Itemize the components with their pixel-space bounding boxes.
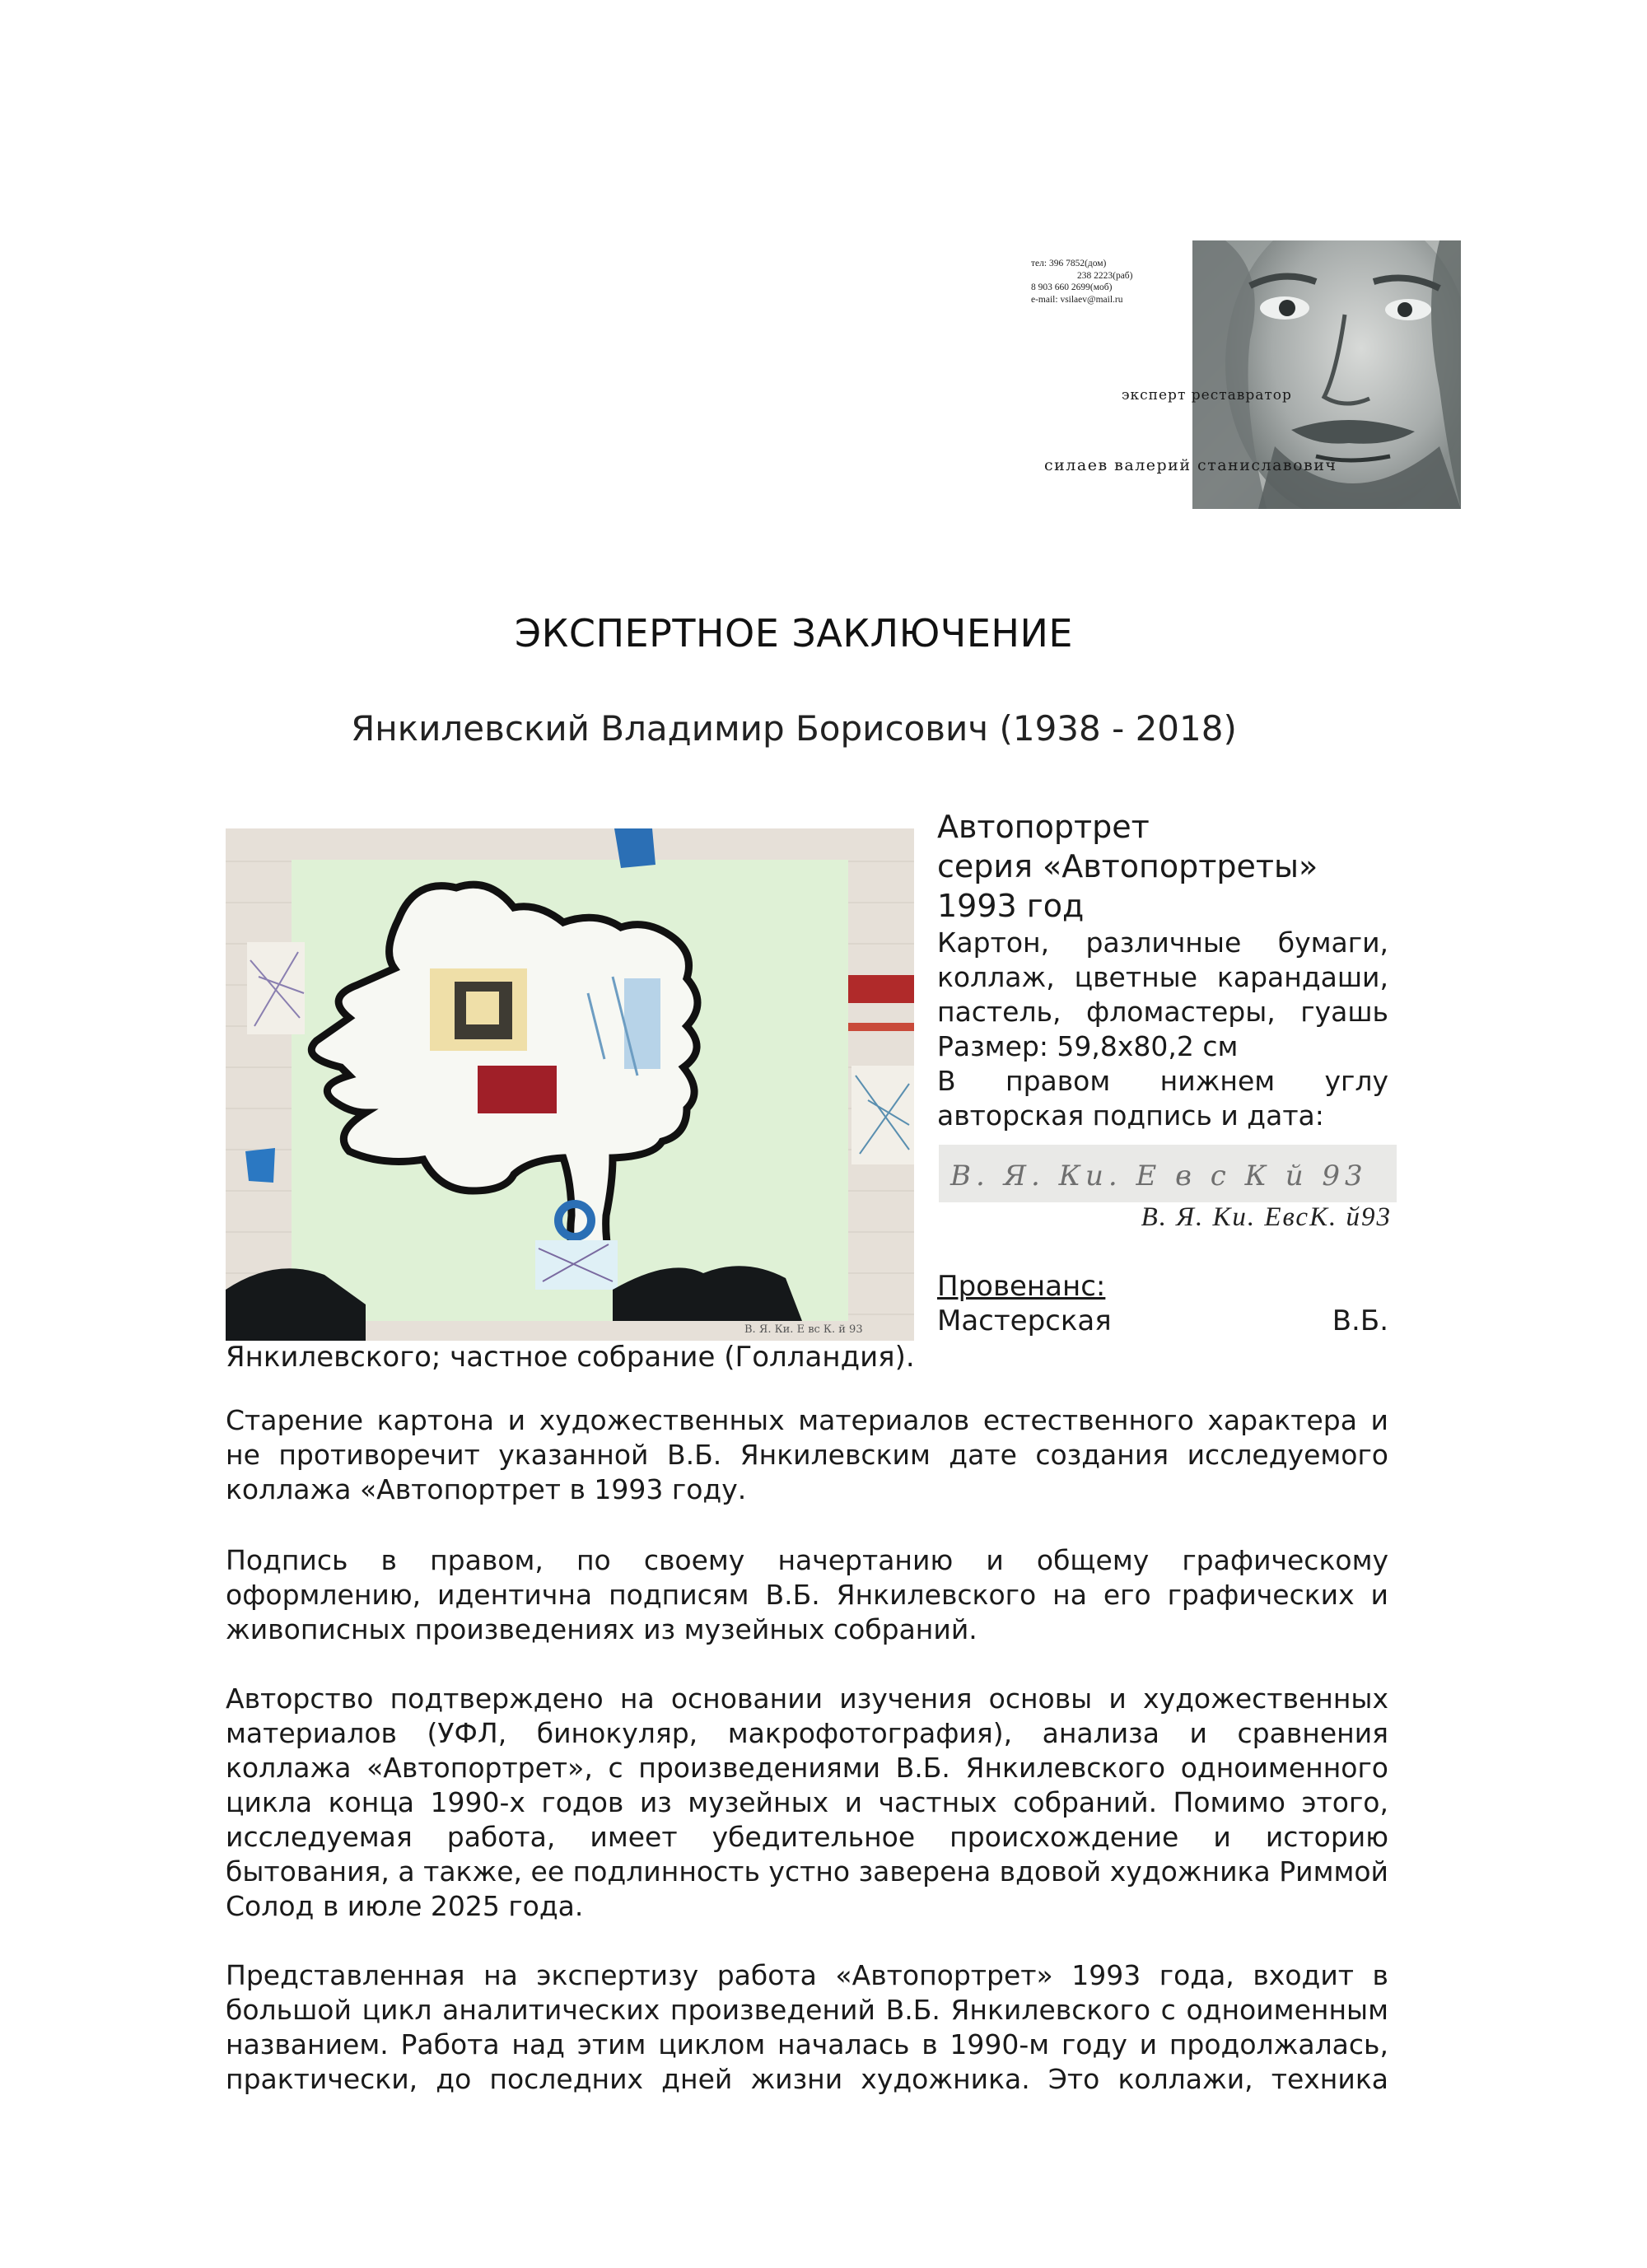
artwork-info — [937, 807, 1388, 1133]
artist-heading: Янкилевский Владимир Борисович (1938 - 2018) — [351, 708, 1237, 749]
paragraph-line: коллажа «Автопортрет в 1993 году. — [226, 1473, 747, 1505]
document-title: ЭКСПЕРТНОЕ ЗАКЛЮЧЕНИЕ — [515, 611, 1073, 656]
body-paragraph — [226, 1403, 1388, 1507]
body-paragraph — [226, 1543, 1388, 1647]
paragraph-line: цикла конца 1990-х годов из музейных и частных собраний. Помимо этого, — [226, 1786, 1388, 1818]
contact-block — [1031, 258, 1204, 306]
artwork-medium-line: Картон, различные бумаги, — [937, 926, 1388, 959]
signature-scan — [939, 1145, 1397, 1202]
paragraph-line: живописных произведениях из музейных собраний. — [226, 1613, 977, 1645]
paragraph-line: оформлению, идентична подписям В.Б. Янкилевского на его графических и — [226, 1579, 1388, 1611]
contact-phone-mobile: 8 903 660 2699(моб) — [1031, 282, 1113, 292]
provenance-line-right: В.Б. — [1332, 1304, 1388, 1337]
body-paragraph — [226, 1958, 1388, 2097]
paragraph-line: исследуемая работа, имеет убедительное происхождение и историю — [226, 1821, 1388, 1853]
signature-note-line: авторская подпись и дата: — [937, 1099, 1324, 1132]
paragraph-line: бытования, а также, ее подлинность устно заверена вдовой художника Риммой — [226, 1855, 1388, 1888]
artwork-medium-line: пастель, фломастеры, гуашь — [937, 996, 1388, 1028]
paragraph-line: Старение картона и художественных материалов естественного характера и — [226, 1404, 1388, 1436]
artwork-medium-line: коллаж, цветные карандаши, — [937, 961, 1388, 993]
provenance-line — [937, 1304, 1388, 1337]
expert-name: силаев валерий станиславович — [1044, 456, 1337, 474]
paragraph-line: коллажа «Автопортрет», с произведениями В.Б. Янкилевского одноименного — [226, 1752, 1388, 1784]
artwork-title: Автопортрет — [937, 809, 1150, 845]
signature-scan-text: В. Я. Ки. Е в с К й 93 — [950, 1160, 1368, 1192]
provenance-continued: Янкилевского; частное собрание (Голландия). — [226, 1341, 915, 1374]
body-paragraph — [226, 1682, 1388, 1924]
expert-role: эксперт реставратор — [1122, 387, 1292, 404]
signature-note-line: В правом нижнем углу — [937, 1065, 1388, 1097]
paragraph-line: Авторство подтверждено на основании изучения основы и художественных — [226, 1682, 1388, 1715]
provenance-line-left: Мастерская — [937, 1304, 1112, 1337]
artwork-size: Размер: 59,8х80,2 см — [937, 1030, 1239, 1062]
contact-email: e-mail: vsilaev@mail.ru — [1031, 294, 1123, 305]
contact-phone-work: 238 2223(раб) — [1077, 270, 1133, 281]
paragraph-line: Подпись в правом, по своему начертанию и общему графическому — [226, 1544, 1388, 1576]
provenance-heading: Провенанс: — [937, 1270, 1106, 1303]
paragraph-line: практически, до последних дней жизни художника. Это коллажи, техника — [226, 2063, 1388, 2095]
paragraph-line: материалов (УФЛ, бинокуляр, макрофотография), анализа и сравнения — [226, 1717, 1388, 1749]
contact-phone-home: тел: 396 7852(дом) — [1031, 259, 1107, 268]
paragraph-line: Представленная на экспертизу работа «Автопортрет» 1993 года, входит в — [226, 1959, 1388, 1991]
paragraph-line: большой цикл аналитических произведений В.Б. Янкилевского с одноименным — [226, 1994, 1388, 2026]
artwork-series: серия «Автопортреты» — [937, 848, 1318, 884]
paragraph-line: Солод в июле 2025 года. — [226, 1890, 584, 1922]
paragraph-line: названием. Работа над этим циклом началась в 1990-м году и продолжалась, — [226, 2028, 1388, 2060]
artwork-image — [226, 828, 914, 1341]
painting-signature: В. Я. Ки. Е вс К. й 93 — [744, 1323, 863, 1336]
artwork-year: 1993 год — [937, 888, 1085, 924]
signature-transcript: В. Я. Ки. ЕвсК. й93 — [1141, 1202, 1392, 1232]
paragraph-line: не противоречит указанной В.Б. Янкилевским дате создания исследуемого — [226, 1439, 1388, 1471]
